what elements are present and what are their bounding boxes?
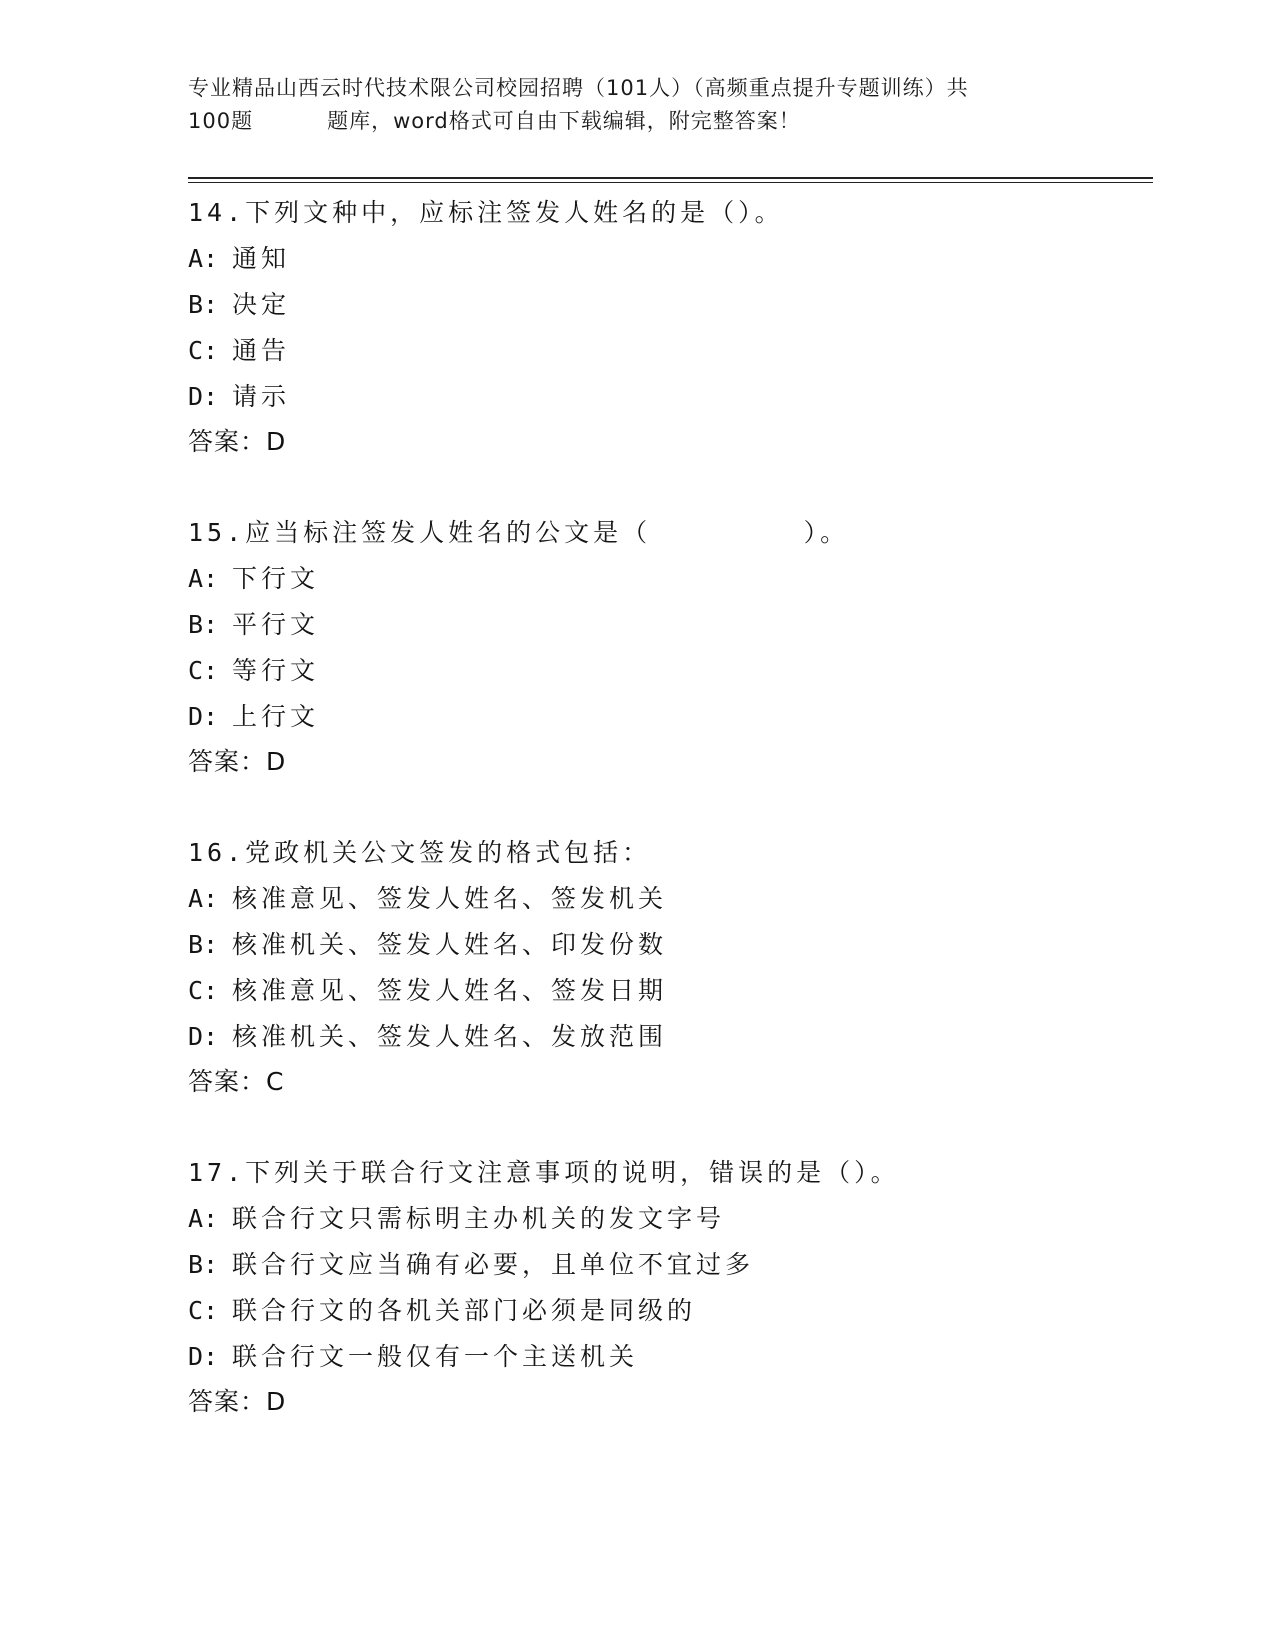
- question-17: [188, 1150, 1148, 1424]
- option-text: 请示: [232, 382, 291, 411]
- option-text: 联合行文一般仅有一个主送机关: [232, 1342, 639, 1371]
- header-question-count: 100题: [188, 109, 254, 133]
- option-text: 核准机关、签发人姓名、印发份数: [232, 930, 668, 959]
- option-letter: B:: [188, 1250, 219, 1279]
- option-letter: D:: [188, 702, 219, 731]
- header-description: 题库，word格式可自由下载编辑，附完整答案！: [327, 109, 801, 133]
- question-stem: 15.应当标注签发人姓名的公文是（ ）。: [188, 518, 850, 547]
- question-stem: 16.党政机关公文签发的格式包括：: [188, 838, 652, 867]
- option-text: 平行文: [232, 610, 320, 639]
- question-list: [188, 190, 1148, 1470]
- option-letter: B:: [188, 930, 219, 959]
- option-d: [188, 1334, 1148, 1380]
- option-letter: C:: [188, 656, 219, 685]
- option-text: 联合行文的各机关部门必须是同级的: [232, 1296, 697, 1325]
- option-b: [188, 922, 1148, 968]
- option-a: [188, 236, 1148, 282]
- option-text: 决定: [232, 290, 291, 319]
- option-d: [188, 374, 1148, 420]
- option-text: 等行文: [232, 656, 320, 685]
- header-title-line1: 专业精品山西云时代技术限公司校园招聘（101人）（高频重点提升专题训练）共: [188, 76, 969, 100]
- option-text: 联合行文只需标明主办机关的发文字号: [232, 1204, 726, 1233]
- option-c: [188, 648, 1148, 694]
- question-14: [188, 190, 1148, 464]
- answer-line: 答案：C: [188, 1067, 285, 1096]
- option-c: [188, 968, 1148, 1014]
- option-letter: D:: [188, 1022, 219, 1051]
- option-letter: A:: [188, 884, 219, 913]
- option-letter: A:: [188, 1204, 219, 1233]
- option-d: [188, 694, 1148, 740]
- question-15: [188, 510, 1148, 784]
- question-16: [188, 830, 1148, 1104]
- option-b: [188, 602, 1148, 648]
- option-text: 下行文: [232, 564, 320, 593]
- header-divider-thin: [188, 182, 1153, 183]
- answer-line: 答案：D: [188, 1387, 287, 1416]
- option-text: 通知: [232, 244, 291, 273]
- question-stem: 17.下列关于联合行文注意事项的说明，错误的是（）。: [188, 1158, 900, 1187]
- option-text: 核准意见、签发人姓名、签发日期: [232, 976, 668, 1005]
- option-letter: C:: [188, 976, 219, 1005]
- option-text: 通告: [232, 336, 291, 365]
- option-letter: C:: [188, 1296, 219, 1325]
- option-c: [188, 1288, 1148, 1334]
- option-b: [188, 282, 1148, 328]
- option-text: 上行文: [232, 702, 320, 731]
- option-d: [188, 1014, 1148, 1060]
- option-letter: D:: [188, 382, 219, 411]
- option-text: 核准意见、签发人姓名、签发机关: [232, 884, 668, 913]
- option-a: [188, 876, 1148, 922]
- answer-line: 答案：D: [188, 427, 287, 456]
- answer-line: 答案：D: [188, 747, 287, 776]
- option-letter: A:: [188, 564, 219, 593]
- document-header: [188, 72, 1088, 138]
- option-c: [188, 328, 1148, 374]
- option-letter: B:: [188, 610, 219, 639]
- header-divider-thick: [188, 177, 1153, 179]
- header-title-line2: [188, 105, 1088, 138]
- question-stem: 14.下列文种中，应标注签发人姓名的是（）。: [188, 198, 784, 227]
- option-a: [188, 556, 1148, 602]
- option-text: 联合行文应当确有必要，且单位不宜过多: [232, 1250, 755, 1279]
- option-b: [188, 1242, 1148, 1288]
- option-letter: B:: [188, 290, 219, 319]
- option-a: [188, 1196, 1148, 1242]
- option-letter: C:: [188, 336, 219, 365]
- option-letter: A:: [188, 244, 219, 273]
- option-letter: D:: [188, 1342, 219, 1371]
- option-text: 核准机关、签发人姓名、发放范围: [232, 1022, 668, 1051]
